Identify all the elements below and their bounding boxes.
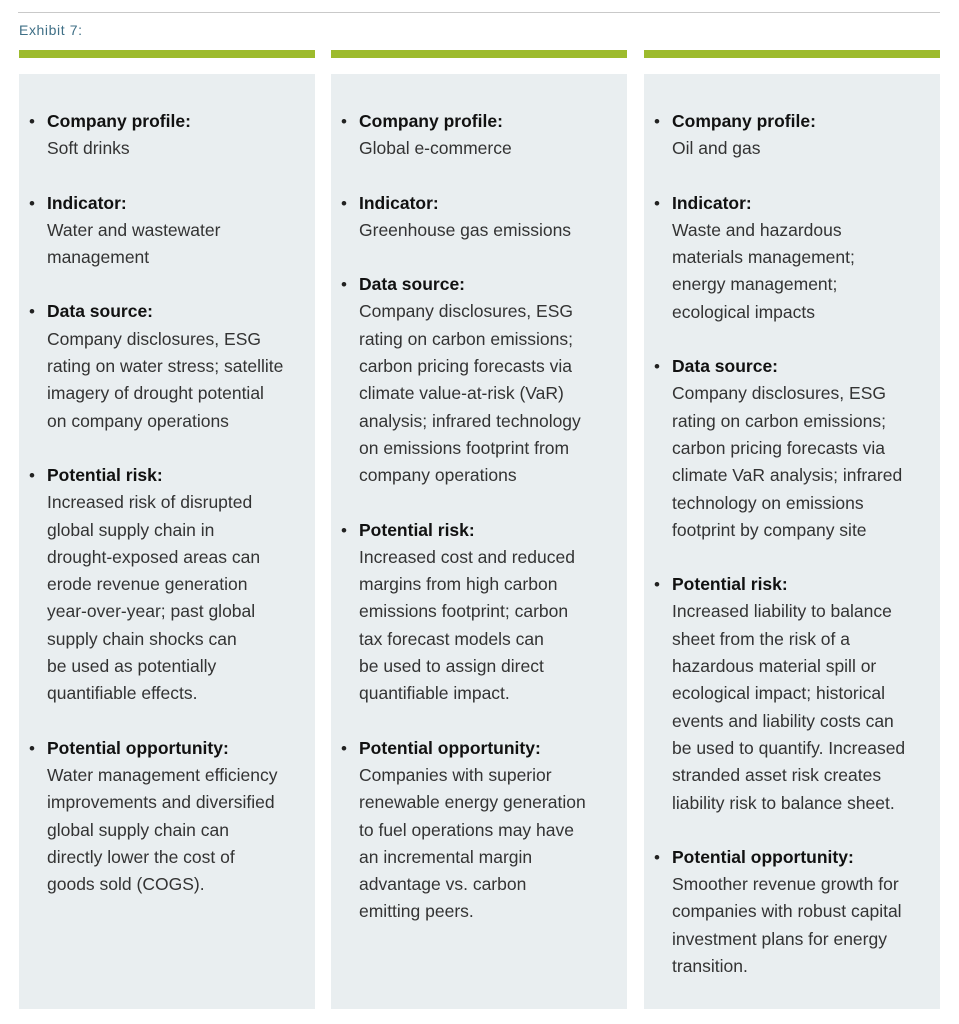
- bullet-icon: •: [29, 738, 35, 758]
- bullet-entry: [29, 735, 303, 899]
- entry-text: Oil and gas: [672, 138, 761, 159]
- column-2: [331, 50, 627, 1009]
- bullet-icon: •: [29, 193, 35, 213]
- entry-text: Company disclosures, ESG rating on carbon emissions; carbon pricing forecasts via climate value-at-risk (VaR) analysis; infrared technology on emissions footprint from company operations: [359, 301, 581, 486]
- entry-heading: Data source:: [672, 356, 779, 377]
- bullet-icon: •: [341, 738, 347, 758]
- bullet-entry: [29, 190, 303, 272]
- entry-heading: Potential opportunity:: [359, 737, 541, 758]
- bullet-icon: •: [654, 357, 660, 377]
- entry-heading: Company profile:: [47, 111, 191, 131]
- bullet-icon: •: [654, 112, 660, 131]
- entry-text: Water management efficiency improvements and diversified global supply chain can directly lower the cost of goods sold (COGS).: [47, 764, 278, 895]
- accent-bar: [331, 50, 627, 58]
- bullet-entry: [341, 735, 615, 926]
- bullet-entry: [654, 571, 928, 817]
- bullet-entry: [29, 298, 303, 434]
- bullet-icon: •: [341, 520, 347, 540]
- bullet-icon: •: [654, 193, 660, 213]
- entry-heading: Indicator:: [672, 192, 752, 213]
- entry-heading: Potential risk:: [359, 519, 475, 540]
- bullet-icon: •: [654, 847, 660, 867]
- bullet-icon: •: [29, 112, 35, 131]
- entry-text: Waste and hazardous materials management; energy management; ecological impacts: [672, 219, 855, 322]
- entry-heading: Company profile:: [359, 111, 503, 131]
- bullet-entry: [341, 190, 615, 245]
- bullet-entry: [654, 844, 928, 980]
- entry-text: Smoother revenue growth for companies with robust capital investment plans for energy transition.: [672, 874, 902, 977]
- entry-text: Company disclosures, ESG rating on water stress; satellite imagery of drought potential on company operations: [47, 328, 284, 431]
- column-panel: [19, 74, 315, 1009]
- entry-text: Companies with superior renewable energy generation to fuel operations may have an incremental margin advantage vs. carbon emitting peers.: [359, 764, 586, 922]
- entry-text: Global e-commerce: [359, 138, 512, 159]
- bullet-entry: [654, 353, 928, 544]
- entry-text: Increased cost and reduced margins from high carbon emissions footprint; carbon tax forecast models can be used to assign direct quantifiable impact.: [359, 546, 575, 704]
- entry-heading: Indicator:: [47, 192, 127, 213]
- column-panel: [644, 74, 940, 1009]
- entry-text: Greenhouse gas emissions: [359, 219, 572, 240]
- bullet-entry: [341, 108, 615, 163]
- top-divider: [18, 12, 940, 13]
- entry-text: Soft drinks: [47, 138, 130, 159]
- entry-heading: Data source:: [359, 274, 466, 295]
- entry-heading: Potential opportunity:: [672, 846, 854, 867]
- entry-heading: Potential risk:: [47, 464, 163, 485]
- accent-bar: [644, 50, 940, 58]
- bullet-entry: [29, 108, 303, 163]
- column-1: [19, 50, 315, 1009]
- bullet-icon: •: [341, 275, 347, 295]
- bullet-entry: [341, 517, 615, 708]
- bullet-icon: •: [341, 112, 347, 131]
- accent-bar: [19, 50, 315, 58]
- bullet-icon: •: [29, 465, 35, 485]
- bullet-entry: [654, 190, 928, 326]
- exhibit-label: Exhibit 7:: [19, 22, 83, 38]
- entry-heading: Indicator:: [359, 192, 439, 213]
- bullet-icon: •: [29, 302, 35, 322]
- entry-text: Increased liability to balance sheet from the risk of a hazardous material spill or ecological impact; historical events and liability costs can be used to quantify. Increased stranded asset risk creates liability risk to balance sheet.: [672, 601, 906, 813]
- entry-text: Company disclosures, ESG rating on carbon emissions; carbon pricing forecasts via climate VaR analysis; infrared technology on emissions footprint by company site: [672, 383, 903, 540]
- entry-text: Water and wastewater management: [47, 219, 221, 268]
- column-panel: [331, 74, 627, 1009]
- entry-heading: Potential risk:: [672, 574, 788, 595]
- entry-text: Increased risk of disrupted global supply chain in drought-exposed areas can erode revenue generation year-over-year; past global supply chain shocks can be used as potentially quantifiable effects.: [47, 492, 261, 704]
- entry-heading: Data source:: [47, 301, 154, 322]
- bullet-entry: [341, 271, 615, 489]
- entry-heading: Company profile:: [672, 111, 816, 131]
- bullet-icon: •: [341, 193, 347, 213]
- bullet-entry: [29, 462, 303, 708]
- bullet-entry: [654, 108, 928, 163]
- bullet-icon: •: [654, 575, 660, 595]
- column-3: [644, 50, 940, 1009]
- entry-heading: Potential opportunity:: [47, 737, 229, 758]
